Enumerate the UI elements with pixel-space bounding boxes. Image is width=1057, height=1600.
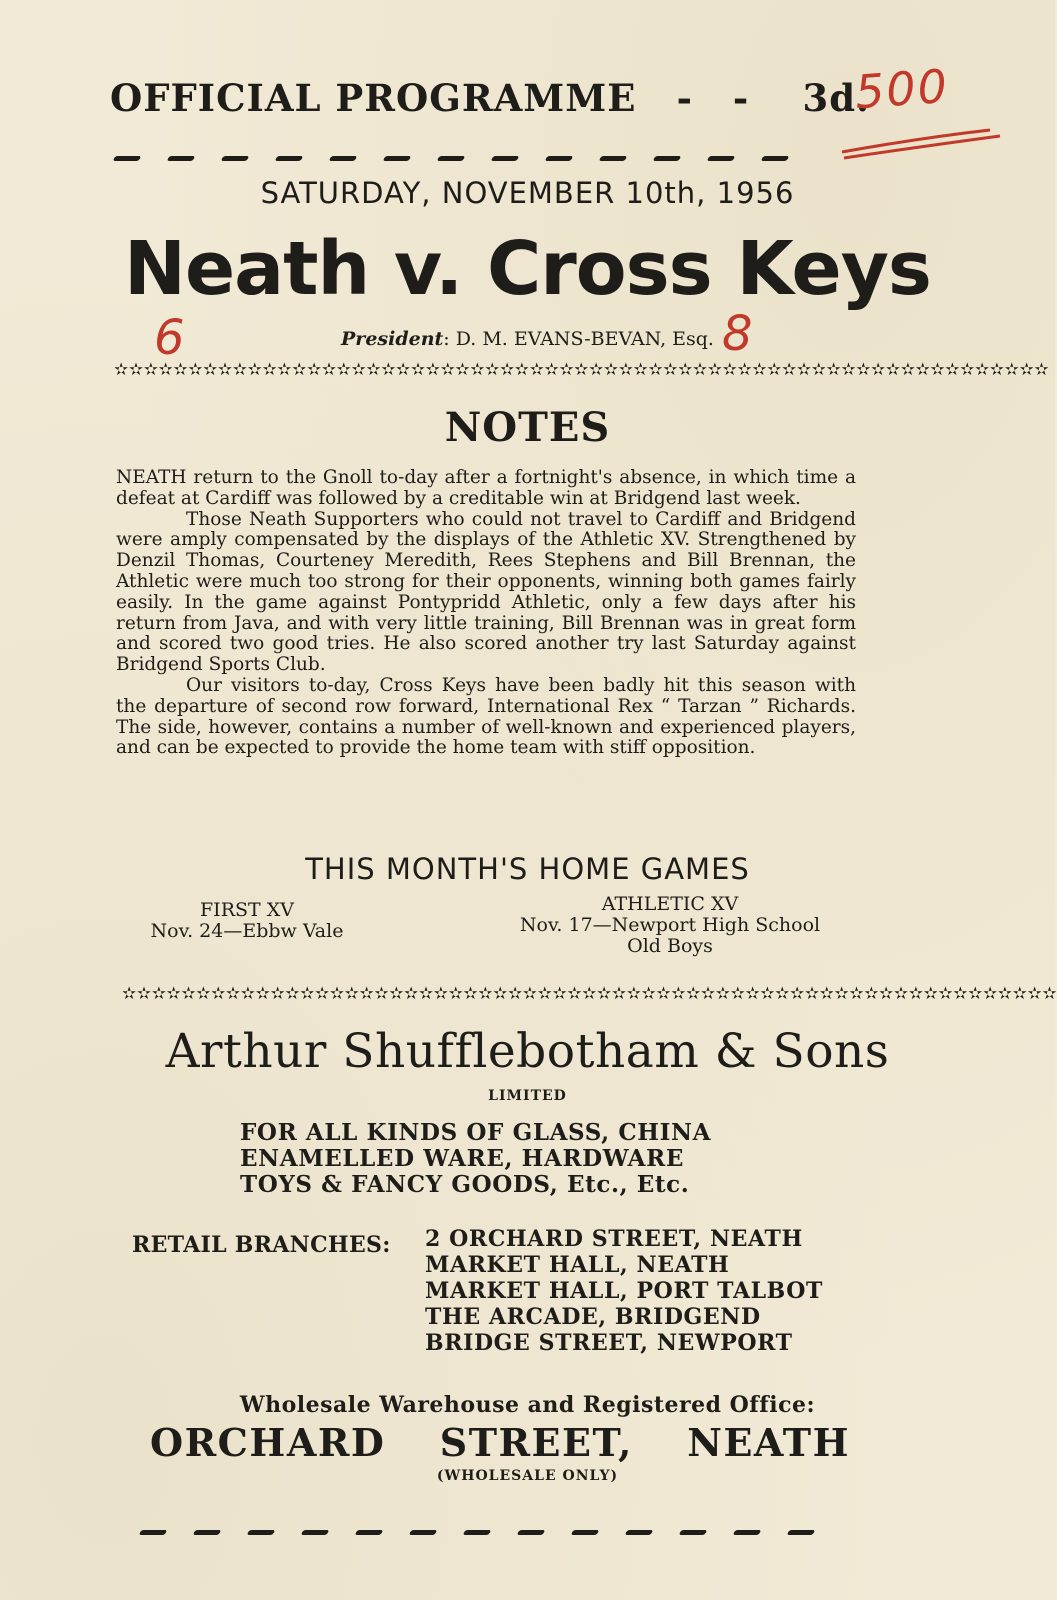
warehouse-address [150,1420,850,1465]
first-xv-label: FIRST XV [200,899,294,921]
notes-body [116,468,856,759]
branch-item: 2 ORCHARD STREET, NEATH [425,1226,803,1252]
star-divider: ✫✫✫✫✫✫✫✫✫✫✫✫✫✫✫✫✫✫✫✫✫✫✫✫✫✫✫✫✫✫✫✫✫✫✫✫✫✫✫✫✫✫✫✫✫✫✫✫✫✫✫✫✫✫✫✫✫✫✫✫✫✫✫ [122,984,1057,1004]
branch-item: BRIDGE STREET, NEWPORT [425,1330,793,1356]
branch-item: THE ARCADE, BRIDGEND [425,1304,761,1330]
warehouse-address-word: NEATH [687,1420,850,1465]
match-date: SATURDAY, NOVEMBER 10th, 1956 [260,176,795,210]
notes-heading: NOTES [444,404,611,451]
programme-title: OFFICIAL PROGRAMME [110,76,637,120]
handwritten-away-score: 8 [722,306,753,362]
retail-branches-label: RETAIL BRANCHES: [132,1232,391,1258]
top-rule [114,146,834,165]
header-dashes: - - [676,76,763,120]
advert-goods [240,1120,711,1198]
warehouse-address-word: STREET, [439,1420,633,1465]
match-title: Neath v. Cross Keys [124,226,931,312]
handwritten-underline [840,124,1010,164]
president-line [0,328,1055,350]
programme-header [110,76,870,120]
athletic-xv-fixture-cont: Old Boys [627,935,713,957]
warehouse-label: Wholesale Warehouse and Registered Office: [239,1392,816,1418]
handwritten-price: 500 [853,58,951,120]
advert-limited: LIMITED [488,1088,567,1104]
advert-goods-line: TOYS & FANCY GOODS, Etc., Etc. [240,1171,690,1198]
warehouse-address-word: ORCHARD [150,1420,386,1465]
bottom-rule [140,1520,860,1539]
home-games-heading: THIS MONTH'S HOME GAMES [305,852,750,886]
advert-goods-line: FOR ALL KINDS OF GLASS, CHINA [240,1119,712,1146]
president-label: President [341,328,444,350]
president-name: : D. M. EVANS-BEVAN, Esq. [443,328,714,350]
handwritten-home-score: 6 [154,310,185,366]
advert-company-name: Arthur Shufflebotham & Sons [165,1024,890,1079]
notes-paragraph: Those Neath Supporters who could not travel to Cardiff and Bridgend were amply compensated by the displays of the Athletic XV. Strengthened by Denzil Thomas, Courteney Meredith, Rees Stephens and Bill Brennan, the Athletic were much too strong for their opponents, winning both games fairly easily. In the game against Pontypridd Athletic, only a few days after his return from Java, and with very little training, Bill Brennan was in great form and scored two good tries. He also scored another try last Saturday against Bridgend Sports Club. [116,508,856,676]
branch-item: MARKET HALL, NEATH [425,1252,730,1278]
star-divider: ✫✫✫✫✫✫✫✫✫✫✫✫✫✫✫✫✫✫✫✫✫✫✫✫✫✫✫✫✫✫✫✫✫✫✫✫✫✫✫✫✫✫✫✫✫✫✫✫✫✫✫✫✫✫✫✫✫✫✫✫✫✫✫ [114,360,1050,380]
athletic-xv-label: ATHLETIC XV [601,893,739,915]
branch-item: MARKET HALL, PORT TALBOT [425,1278,824,1304]
retail-branches-list [425,1226,823,1356]
notes-paragraph: NEATH return to the Gnoll to-day after a fortnight's absence, in which time a defeat at Cardiff was followed by a creditable win at Bridgend last week. [116,467,856,509]
advert-goods-line: ENAMELLED WARE, HARDWARE [240,1145,684,1172]
first-xv-fixture: Nov. 24—Ebbw Vale [150,920,344,942]
programme-price: 3d. [802,76,870,120]
wholesale-only-note: (WHOLESALE ONLY) [436,1468,619,1484]
athletic-xv-fixture: Nov. 17—Newport High School [519,914,821,936]
notes-paragraph: Our visitors to-day, Cross Keys have been badly hit this season with the departure of second row forward, International Rex “ Tarzan ” Richards. The side, however, contains a number of well-known and experienced players, and can be expected to provide the home team with stiff opposition. [116,674,856,759]
athletic-xv-column [490,894,850,957]
first-xv-column [112,900,382,942]
